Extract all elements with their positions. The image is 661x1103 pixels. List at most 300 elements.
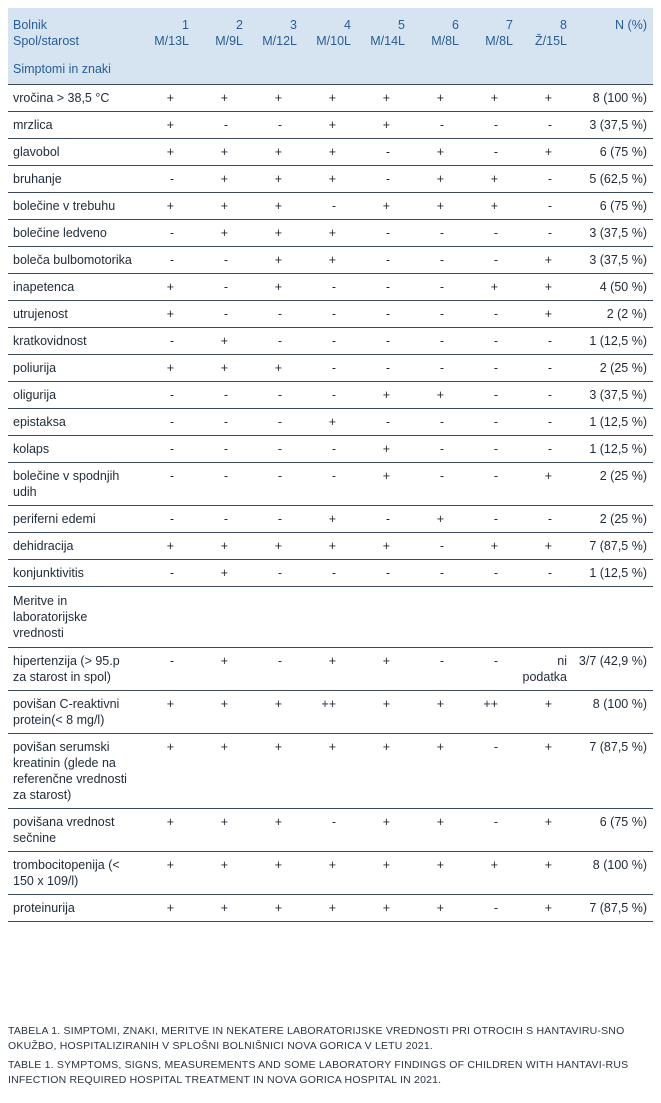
value-cell-patient-4: + [301, 895, 355, 922]
value-cell-patient-6: - [409, 328, 463, 355]
value-cell-patient-7: - [463, 301, 517, 328]
row-n-percent: 1 (12,5 %) [571, 328, 653, 355]
row-label: kratkovidnost [8, 328, 139, 355]
value-cell-patient-5: + [355, 463, 409, 506]
patient-sex-age: M/14L [370, 34, 405, 48]
value-cell-patient-6: + [409, 852, 463, 895]
value-cell-patient-2: + [193, 560, 247, 587]
value-cell-patient-7: - [463, 112, 517, 139]
patient-number: 1 [182, 18, 189, 32]
patient-number: 5 [398, 18, 405, 32]
row-n-percent: 2 (25 %) [571, 506, 653, 533]
value-cell-patient-7: + [463, 193, 517, 220]
value-cell-patient-5: - [355, 301, 409, 328]
value-cell-patient-1: + [139, 895, 193, 922]
section-row [8, 587, 653, 648]
value-cell-patient-3: - [247, 648, 301, 691]
value-cell-patient-6: + [409, 691, 463, 734]
table-row [8, 436, 653, 463]
table-row [8, 409, 653, 436]
symptoms-table [8, 8, 653, 922]
value-cell-patient-5: + [355, 533, 409, 560]
value-cell-patient-1: + [139, 691, 193, 734]
value-cell-patient-4: + [301, 409, 355, 436]
value-cell-patient-6: - [409, 247, 463, 274]
value-cell-patient-5: + [355, 691, 409, 734]
value-cell-patient-2: - [193, 274, 247, 301]
row-label: epistaksa [8, 409, 139, 436]
table-row [8, 895, 653, 922]
value-cell-patient-7: - [463, 648, 517, 691]
value-cell-patient-3: + [247, 247, 301, 274]
value-cell-patient-4: - [301, 355, 355, 382]
row-n-percent: 2 (25 %) [571, 463, 653, 506]
row-label: trombocitopenija (< 150 x 109/l) [8, 852, 139, 895]
row-n-percent: 6 (75 %) [571, 809, 653, 852]
table-header [8, 8, 653, 55]
value-cell-patient-3: - [247, 382, 301, 409]
header-label-cell [8, 8, 139, 55]
value-cell-patient-5: - [355, 166, 409, 193]
value-cell-patient-3: + [247, 139, 301, 166]
header-n-percent: N (%) [571, 8, 653, 55]
row-label: bruhanje [8, 166, 139, 193]
value-cell-patient-2: - [193, 409, 247, 436]
value-cell-patient-8: + [517, 809, 571, 852]
patient-number: 3 [290, 18, 297, 32]
value-cell-patient-2: + [193, 220, 247, 247]
value-cell-patient-3: - [247, 301, 301, 328]
value-cell-patient-5: + [355, 809, 409, 852]
value-cell-patient-8: - [517, 382, 571, 409]
value-cell-patient-1: - [139, 382, 193, 409]
value-cell-patient-1: + [139, 734, 193, 809]
header-patient-4 [301, 8, 355, 55]
value-cell-patient-7: ++ [463, 691, 517, 734]
row-n-percent: 1 (12,5 %) [571, 560, 653, 587]
value-cell-patient-8: - [517, 436, 571, 463]
value-cell-patient-6: - [409, 533, 463, 560]
value-cell-patient-5: - [355, 506, 409, 533]
value-cell-patient-7: + [463, 533, 517, 560]
patient-sex-age: Ž/15L [535, 34, 567, 48]
value-cell-patient-2: + [193, 85, 247, 112]
value-cell-patient-3: + [247, 355, 301, 382]
value-cell-patient-5: - [355, 355, 409, 382]
row-label: periferni edemi [8, 506, 139, 533]
patient-sex-age: M/9L [215, 34, 243, 48]
value-cell-patient-8: + [517, 85, 571, 112]
value-cell-patient-8: + [517, 691, 571, 734]
value-cell-patient-2: + [193, 691, 247, 734]
value-cell-patient-8: ni podatka [517, 648, 571, 691]
value-cell-patient-1: - [139, 560, 193, 587]
value-cell-patient-5: + [355, 895, 409, 922]
header-patient-2 [193, 8, 247, 55]
value-cell-patient-1: - [139, 166, 193, 193]
value-cell-patient-5: - [355, 274, 409, 301]
value-cell-patient-1: + [139, 809, 193, 852]
value-cell-patient-8: + [517, 139, 571, 166]
row-label: oligurija [8, 382, 139, 409]
row-label: povišan serumski kreatinin (glede na referenčne vrednosti za starost) [8, 734, 139, 809]
value-cell-patient-8: - [517, 328, 571, 355]
header-patient-7 [463, 8, 517, 55]
value-cell-patient-3: + [247, 533, 301, 560]
section-filler [139, 587, 653, 648]
row-label: bolečine v spodnjih udih [8, 463, 139, 506]
value-cell-patient-4: ++ [301, 691, 355, 734]
table-row [8, 247, 653, 274]
table-container [8, 8, 653, 922]
table-row [8, 193, 653, 220]
row-label: hipertenzija (> 95.p za starost in spol) [8, 648, 139, 691]
table-row [8, 139, 653, 166]
value-cell-patient-2: - [193, 247, 247, 274]
table-row [8, 328, 653, 355]
value-cell-patient-4: - [301, 301, 355, 328]
section-row [8, 55, 653, 85]
value-cell-patient-3: + [247, 809, 301, 852]
value-cell-patient-2: + [193, 734, 247, 809]
value-cell-patient-7: + [463, 852, 517, 895]
value-cell-patient-6: + [409, 734, 463, 809]
value-cell-patient-1: + [139, 139, 193, 166]
value-cell-patient-4: - [301, 382, 355, 409]
value-cell-patient-7: - [463, 560, 517, 587]
value-cell-patient-8: - [517, 193, 571, 220]
value-cell-patient-4: + [301, 166, 355, 193]
row-n-percent: 3 (37,5 %) [571, 112, 653, 139]
value-cell-patient-4: + [301, 220, 355, 247]
caption-english: TABLE 1. SYMPTOMS, SIGNS, MEASUREMENTS AND SOME LABORATORY FINDINGS OF CHILDREN WITH HANTAVI-RUS INFECTION REQUIRED HOSPITAL TREATMENT IN NOVA GORICA HOSPITAL IN 2021. [8, 1059, 629, 1086]
value-cell-patient-6: + [409, 506, 463, 533]
value-cell-patient-8: + [517, 301, 571, 328]
table-row [8, 355, 653, 382]
value-cell-patient-6: + [409, 382, 463, 409]
row-label: glavobol [8, 139, 139, 166]
value-cell-patient-2: + [193, 648, 247, 691]
value-cell-patient-8: - [517, 506, 571, 533]
value-cell-patient-8: - [517, 112, 571, 139]
row-label: proteinurija [8, 895, 139, 922]
value-cell-patient-4: + [301, 247, 355, 274]
value-cell-patient-4: + [301, 506, 355, 533]
value-cell-patient-1: + [139, 355, 193, 382]
value-cell-patient-7: + [463, 166, 517, 193]
value-cell-patient-5: - [355, 220, 409, 247]
value-cell-patient-7: - [463, 382, 517, 409]
row-n-percent: 8 (100 %) [571, 852, 653, 895]
value-cell-patient-8: + [517, 895, 571, 922]
value-cell-patient-2: + [193, 328, 247, 355]
value-cell-patient-1: + [139, 85, 193, 112]
value-cell-patient-4: + [301, 139, 355, 166]
value-cell-patient-3: - [247, 112, 301, 139]
value-cell-patient-7: - [463, 734, 517, 809]
row-n-percent: 5 (62,5 %) [571, 166, 653, 193]
value-cell-patient-2: + [193, 895, 247, 922]
value-cell-patient-4: - [301, 809, 355, 852]
value-cell-patient-6: - [409, 220, 463, 247]
table-row [8, 463, 653, 506]
value-cell-patient-1: - [139, 409, 193, 436]
header-patient-3 [247, 8, 301, 55]
value-cell-patient-4: + [301, 85, 355, 112]
value-cell-patient-3: + [247, 85, 301, 112]
header-patient-8 [517, 8, 571, 55]
value-cell-patient-7: - [463, 328, 517, 355]
value-cell-patient-7: - [463, 139, 517, 166]
row-label: inapetenca [8, 274, 139, 301]
value-cell-patient-8: - [517, 220, 571, 247]
value-cell-patient-1: + [139, 274, 193, 301]
value-cell-patient-4: - [301, 463, 355, 506]
row-n-percent: 3 (37,5 %) [571, 382, 653, 409]
value-cell-patient-4: - [301, 560, 355, 587]
table-row [8, 301, 653, 328]
row-label: povišana vrednost sečnine [8, 809, 139, 852]
header-sex-age-label: Spol/starost [13, 34, 80, 48]
value-cell-patient-2: - [193, 301, 247, 328]
section-title: Simptomi in znaki [8, 55, 653, 85]
value-cell-patient-1: + [139, 533, 193, 560]
value-cell-patient-6: + [409, 139, 463, 166]
value-cell-patient-4: - [301, 193, 355, 220]
value-cell-patient-3: + [247, 691, 301, 734]
row-n-percent: 7 (87,5 %) [571, 734, 653, 809]
value-cell-patient-5: - [355, 328, 409, 355]
value-cell-patient-5: + [355, 734, 409, 809]
header-row [8, 8, 653, 55]
value-cell-patient-1: - [139, 328, 193, 355]
value-cell-patient-7: - [463, 436, 517, 463]
value-cell-patient-7: - [463, 247, 517, 274]
table-row [8, 382, 653, 409]
table-row [8, 506, 653, 533]
value-cell-patient-3: - [247, 560, 301, 587]
table-row [8, 85, 653, 112]
value-cell-patient-2: + [193, 139, 247, 166]
value-cell-patient-3: + [247, 274, 301, 301]
patient-number: 7 [506, 18, 513, 32]
value-cell-patient-2: - [193, 382, 247, 409]
row-label: dehidracija [8, 533, 139, 560]
value-cell-patient-1: + [139, 112, 193, 139]
table-row [8, 691, 653, 734]
value-cell-patient-5: + [355, 85, 409, 112]
header-patient-1 [139, 8, 193, 55]
value-cell-patient-6: + [409, 193, 463, 220]
row-label: poliurija [8, 355, 139, 382]
value-cell-patient-2: - [193, 506, 247, 533]
value-cell-patient-3: - [247, 506, 301, 533]
section-title: Meritve in laboratorijske vrednosti [8, 587, 139, 648]
value-cell-patient-8: + [517, 274, 571, 301]
value-cell-patient-6: + [409, 85, 463, 112]
value-cell-patient-7: + [463, 274, 517, 301]
table-row [8, 852, 653, 895]
value-cell-patient-5: + [355, 852, 409, 895]
value-cell-patient-2: + [193, 166, 247, 193]
value-cell-patient-7: - [463, 809, 517, 852]
value-cell-patient-3: + [247, 166, 301, 193]
value-cell-patient-3: - [247, 328, 301, 355]
value-cell-patient-2: + [193, 355, 247, 382]
value-cell-patient-3: + [247, 220, 301, 247]
row-n-percent: 2 (25 %) [571, 355, 653, 382]
row-n-percent: 8 (100 %) [571, 85, 653, 112]
value-cell-patient-1: - [139, 220, 193, 247]
value-cell-patient-3: + [247, 852, 301, 895]
value-cell-patient-4: + [301, 112, 355, 139]
value-cell-patient-1: - [139, 506, 193, 533]
value-cell-patient-4: + [301, 533, 355, 560]
value-cell-patient-6: - [409, 463, 463, 506]
row-n-percent: 8 (100 %) [571, 691, 653, 734]
value-cell-patient-3: + [247, 193, 301, 220]
value-cell-patient-5: + [355, 382, 409, 409]
value-cell-patient-2: - [193, 463, 247, 506]
value-cell-patient-3: - [247, 409, 301, 436]
value-cell-patient-7: - [463, 895, 517, 922]
table-body [8, 55, 653, 922]
value-cell-patient-6: + [409, 895, 463, 922]
value-cell-patient-6: - [409, 112, 463, 139]
patient-sex-age: M/8L [485, 34, 513, 48]
row-label: mrzlica [8, 112, 139, 139]
row-label: bolečine v trebuhu [8, 193, 139, 220]
header-patient-label: Bolnik [13, 18, 48, 32]
patient-sex-age: M/12L [262, 34, 297, 48]
value-cell-patient-2: + [193, 533, 247, 560]
value-cell-patient-2: + [193, 852, 247, 895]
patient-number: 4 [344, 18, 351, 32]
value-cell-patient-4: - [301, 436, 355, 463]
table-row [8, 560, 653, 587]
value-cell-patient-2: - [193, 436, 247, 463]
value-cell-patient-8: - [517, 409, 571, 436]
row-n-percent: 6 (75 %) [571, 193, 653, 220]
value-cell-patient-5: + [355, 648, 409, 691]
value-cell-patient-4: + [301, 734, 355, 809]
header-patient-5 [355, 8, 409, 55]
value-cell-patient-8: + [517, 247, 571, 274]
value-cell-patient-4: - [301, 328, 355, 355]
header-patient-6 [409, 8, 463, 55]
value-cell-patient-4: + [301, 852, 355, 895]
row-label: bolečine ledveno [8, 220, 139, 247]
value-cell-patient-8: + [517, 734, 571, 809]
value-cell-patient-2: - [193, 112, 247, 139]
row-n-percent: 3 (37,5 %) [571, 247, 653, 274]
value-cell-patient-2: + [193, 193, 247, 220]
caption-slovenian: TABELA 1. SIMPTOMI, ZNAKI, MERITVE IN NEKATERE LABORATORIJSKE VREDNOSTI PRI OTROCIH S HANTAVIRU-SNO OKUŽBO, HOSPITALIZIRANIH V SPLOŠNI BOLNIŠNICI NOVA GORICA V LETU 2021. [8, 1025, 625, 1052]
table-row [8, 533, 653, 560]
row-label: utrujenost [8, 301, 139, 328]
table-row [8, 809, 653, 852]
value-cell-patient-3: - [247, 463, 301, 506]
value-cell-patient-1: - [139, 463, 193, 506]
value-cell-patient-8: - [517, 166, 571, 193]
row-n-percent: 1 (12,5 %) [571, 409, 653, 436]
value-cell-patient-4: + [301, 648, 355, 691]
value-cell-patient-6: - [409, 436, 463, 463]
value-cell-patient-6: - [409, 355, 463, 382]
value-cell-patient-5: - [355, 139, 409, 166]
value-cell-patient-1: + [139, 193, 193, 220]
value-cell-patient-6: - [409, 301, 463, 328]
table-row [8, 648, 653, 691]
row-n-percent: 7 (87,5 %) [571, 895, 653, 922]
value-cell-patient-5: + [355, 112, 409, 139]
value-cell-patient-8: - [517, 560, 571, 587]
value-cell-patient-5: + [355, 436, 409, 463]
row-n-percent: 6 (75 %) [571, 139, 653, 166]
table-row [8, 112, 653, 139]
row-n-percent: 2 (2 %) [571, 301, 653, 328]
patient-number: 6 [452, 18, 459, 32]
value-cell-patient-6: - [409, 409, 463, 436]
row-n-percent: 3/7 (42,9 %) [571, 648, 653, 691]
value-cell-patient-3: + [247, 895, 301, 922]
row-label: vročina > 38,5 °C [8, 85, 139, 112]
row-n-percent: 7 (87,5 %) [571, 533, 653, 560]
value-cell-patient-8: + [517, 533, 571, 560]
row-n-percent: 3 (37,5 %) [571, 220, 653, 247]
table-row [8, 166, 653, 193]
value-cell-patient-7: - [463, 506, 517, 533]
value-cell-patient-6: - [409, 274, 463, 301]
value-cell-patient-6: + [409, 166, 463, 193]
value-cell-patient-7: - [463, 355, 517, 382]
table-row [8, 274, 653, 301]
value-cell-patient-8: + [517, 852, 571, 895]
value-cell-patient-1: - [139, 436, 193, 463]
value-cell-patient-7: - [463, 409, 517, 436]
patient-sex-age: M/10L [316, 34, 351, 48]
patient-number: 8 [560, 18, 567, 32]
value-cell-patient-1: + [139, 301, 193, 328]
row-n-percent: 1 (12,5 %) [571, 436, 653, 463]
value-cell-patient-1: - [139, 247, 193, 274]
value-cell-patient-5: - [355, 560, 409, 587]
value-cell-patient-3: + [247, 734, 301, 809]
value-cell-patient-4: - [301, 274, 355, 301]
row-label: kolaps [8, 436, 139, 463]
patient-sex-age: M/13L [154, 34, 189, 48]
row-label: konjunktivitis [8, 560, 139, 587]
value-cell-patient-5: + [355, 193, 409, 220]
value-cell-patient-8: + [517, 463, 571, 506]
value-cell-patient-5: - [355, 247, 409, 274]
value-cell-patient-5: - [355, 409, 409, 436]
row-n-percent: 4 (50 %) [571, 274, 653, 301]
value-cell-patient-7: - [463, 220, 517, 247]
row-label: boleča bulbomotorika [8, 247, 139, 274]
value-cell-patient-1: - [139, 648, 193, 691]
value-cell-patient-6: - [409, 560, 463, 587]
table-row [8, 734, 653, 809]
patient-sex-age: M/8L [431, 34, 459, 48]
value-cell-patient-7: - [463, 463, 517, 506]
value-cell-patient-1: + [139, 852, 193, 895]
value-cell-patient-8: - [517, 355, 571, 382]
value-cell-patient-7: + [463, 85, 517, 112]
row-label: povišan C-reaktivni protein(< 8 mg/l) [8, 691, 139, 734]
table-row [8, 220, 653, 247]
patient-number: 2 [236, 18, 243, 32]
